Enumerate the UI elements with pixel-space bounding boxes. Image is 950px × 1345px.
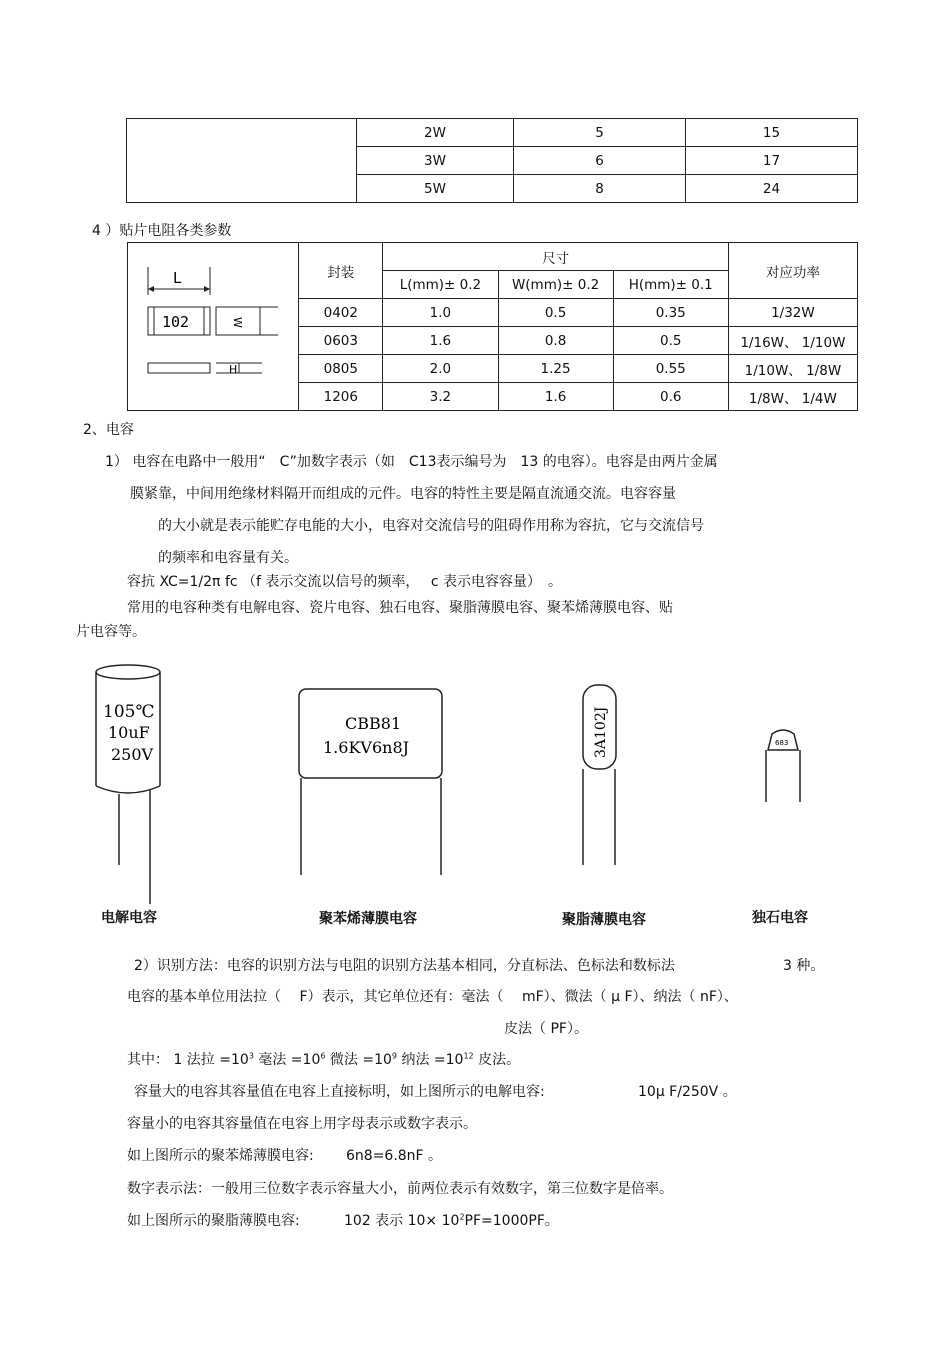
l-label: L: [173, 269, 182, 287]
smd-resistor-table: [127, 242, 858, 411]
text-segment: 其中： 1 法拉 =10: [127, 1052, 249, 1068]
paragraph-line: 如上图所示的聚苯烯薄膜电容:: [127, 1148, 314, 1164]
cell-w: 1.25: [498, 355, 613, 383]
paragraph-line: 容量大的电容其容量值在电容上直接标明，如上图所示的电解电容:: [134, 1084, 545, 1100]
paragraph-line: 3 种。: [783, 958, 825, 974]
monolithic-capacitor-drawing: [766, 730, 800, 802]
section-4-heading: 4 ）贴片电阻各类参数: [92, 223, 232, 239]
header-power: 对应功率: [728, 243, 857, 299]
cell-power: 1/8W、 1/4W: [728, 383, 857, 411]
cell-w: 1.6: [498, 383, 613, 411]
w-label: W: [231, 317, 244, 328]
polyester-text: 3A102J: [593, 706, 609, 758]
paragraph-line: 容抗 XC=1/2π fc （f 表示交流以信号的频率， c 表示电容容量） 。: [127, 574, 562, 590]
header-h: H(mm)± 0.1: [613, 271, 728, 299]
section-2-heading: 2、电容: [83, 422, 134, 438]
electrolytic-text-1: 105℃: [103, 702, 155, 722]
cell-l: 2.0: [383, 355, 498, 383]
paragraph-line: 的频率和电容量有关。: [158, 550, 298, 566]
h-label: H: [229, 363, 238, 376]
paragraph-line: 数字表示法：一般用三位数字表示容量大小，前两位表示有效数字，第三位数字是倍率。: [127, 1181, 673, 1197]
cell-w: 0.8: [498, 327, 613, 355]
header-package: 封装: [299, 243, 383, 299]
electrolytic-text-2: 10uF: [108, 723, 150, 742]
header-size: 尺寸: [383, 243, 728, 271]
paragraph-line: 电容的基本单位用法拉（ F）表示，其它单位还有：毫法（ mF）、微法（ μ F）、纳法（ nF）、: [127, 989, 738, 1005]
power-table: [126, 118, 858, 203]
cell-h: 0.55: [613, 355, 728, 383]
polystyrene-text-1: CBB81: [345, 714, 402, 733]
cell-value: 8: [514, 175, 686, 203]
text-segment: 皮法。: [473, 1052, 521, 1068]
superscript: 6: [320, 1051, 326, 1061]
electrolytic-capacitor-drawing: [96, 665, 160, 904]
paragraph-line: 片电容等。: [76, 624, 146, 640]
cell-package: 1206: [299, 383, 383, 411]
cell-h: 0.35: [613, 299, 728, 327]
text-segment: PF=1000PF。: [464, 1213, 559, 1229]
cell-value: 17: [686, 147, 858, 175]
paragraph-line: 常用的电容种类有电解电容、瓷片电容、独石电容、聚脂薄膜电容、聚苯烯薄膜电容、贴: [127, 600, 673, 616]
polyester-capacitor-drawing: [583, 685, 616, 865]
capacitor-figures: [0, 650, 950, 930]
resistor-diagram-cell: [128, 243, 299, 411]
capacitance-example-line: [344, 1210, 559, 1230]
header-l: L(mm)± 0.2: [383, 271, 498, 299]
text-segment: 毫法 =10: [253, 1052, 321, 1068]
cell-power: 1/32W: [728, 299, 857, 327]
cell-l: 1.0: [383, 299, 498, 327]
superscript: 2: [459, 1212, 465, 1222]
cell-power: 5W: [357, 175, 514, 203]
cell-l: 1.6: [383, 327, 498, 355]
polystyrene-text-2: 1.6KV6n8J: [323, 738, 410, 757]
cell-package: 0402: [299, 299, 383, 327]
superscript: 9: [391, 1051, 397, 1061]
cell-h: 0.5: [613, 327, 728, 355]
caption-polystyrene: 聚苯烯薄膜电容: [319, 911, 417, 927]
cell-value: 6: [514, 147, 686, 175]
paragraph-line: 6n8=6.8nF 。: [346, 1148, 443, 1164]
caption-monolithic: 独石电容: [752, 910, 808, 926]
cell-value: 5: [514, 119, 686, 147]
paragraph-line: 2）识别方法：电容的识别方法与电阻的识别方法基本相同，分直标法、色标法和数标法: [134, 958, 675, 974]
text-segment: 微法 =10: [325, 1052, 392, 1068]
superscript: 3: [248, 1051, 254, 1061]
cell-w: 0.5: [498, 299, 613, 327]
unit-conversion-line: [127, 1049, 520, 1069]
paragraph-line: 膜紧靠，中间用绝缘材料隔开而组成的元件。电容的特性主要是隔直流通交流。电容容量: [130, 486, 676, 502]
superscript: 12: [463, 1051, 474, 1061]
empty-cell: [127, 119, 357, 203]
caption-polyester: 聚脂薄膜电容: [562, 912, 646, 928]
text-segment: 纳法 =10: [397, 1052, 464, 1068]
cell-power: 3W: [357, 147, 514, 175]
header-w: W(mm)± 0.2: [498, 271, 613, 299]
paragraph-line: 1） 电容在电路中一般用“ C”加数字表示（如 C13表示编号为 13 的电容）。电容是由两片金属: [105, 454, 718, 470]
paragraph-line: 皮法（ PF）。: [504, 1021, 588, 1037]
cell-value: 24: [686, 175, 858, 203]
cell-package: 0805: [299, 355, 383, 383]
code-label: 102: [162, 313, 190, 331]
resistor-dimension-diagram: [128, 243, 298, 409]
text-segment: 102 表示 10× 10: [344, 1213, 460, 1229]
cell-power: 1/16W、 1/10W: [728, 327, 857, 355]
cell-value: 15: [686, 119, 858, 147]
monolithic-text: 683: [775, 739, 789, 747]
paragraph-line: 容量小的电容其容量值在电容上用字母表示或数字表示。: [127, 1116, 477, 1132]
cell-power: 1/10W、 1/8W: [728, 355, 857, 383]
cell-h: 0.6: [613, 383, 728, 411]
polystyrene-capacitor-drawing: [299, 689, 442, 875]
electrolytic-text-3: 250V: [111, 745, 154, 764]
caption-electrolytic: 电解电容: [101, 910, 157, 926]
paragraph-line: 如上图所示的聚脂薄膜电容:: [127, 1213, 300, 1229]
cell-power: 2W: [357, 119, 514, 147]
paragraph-line: 的大小就是表示能贮存电能的大小，电容对交流信号的阻碍作用称为容抗，它与交流信号: [158, 518, 704, 534]
cell-l: 3.2: [383, 383, 498, 411]
cell-package: 0603: [299, 327, 383, 355]
paragraph-line: 10μ F/250V 。: [638, 1084, 737, 1100]
